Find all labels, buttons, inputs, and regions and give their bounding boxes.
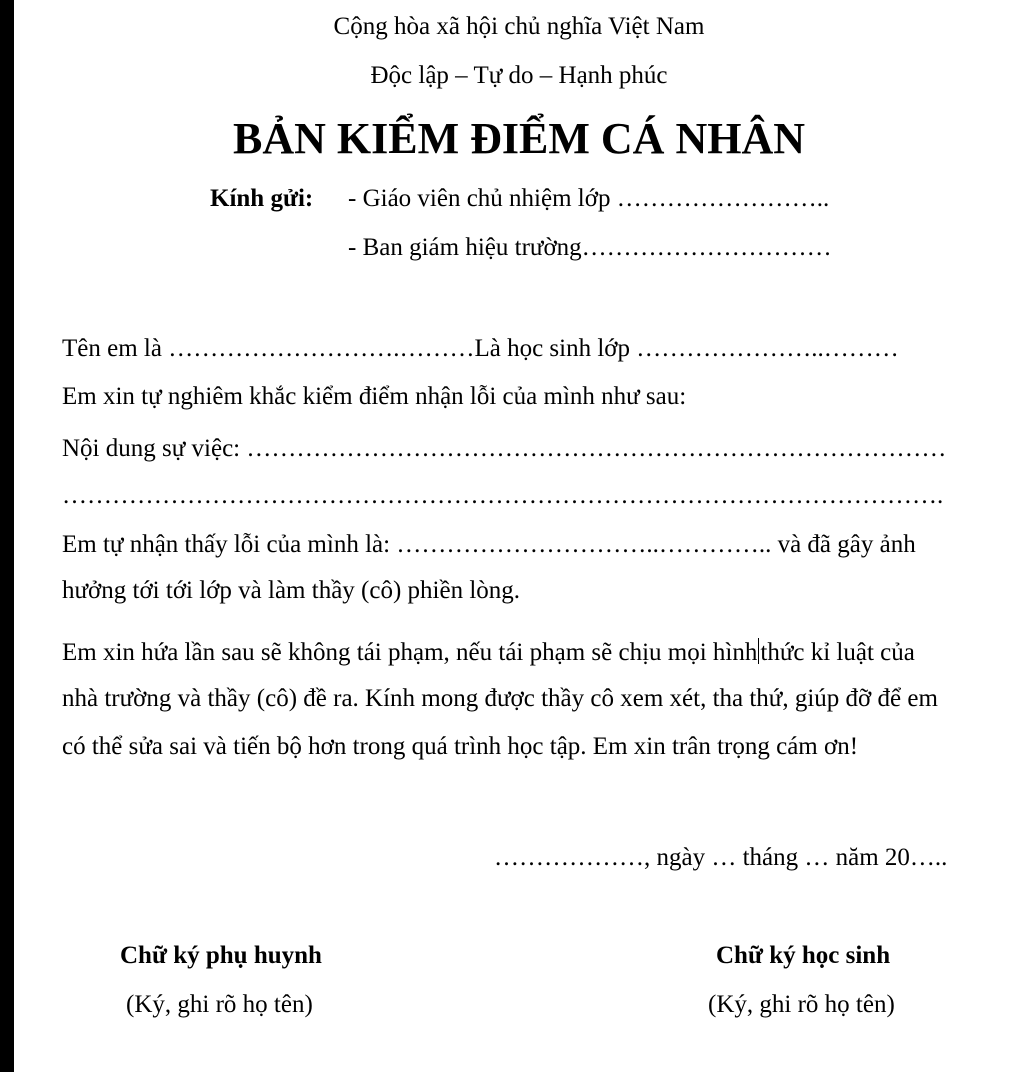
promise-line-2: nhà trường và thầy (cô) đề ra. Kính mong được thầy cô xem xét, tha thứ, giúp đỡ để em — [62, 685, 938, 712]
header-line-1: Cộng hòa xã hội chủ nghĩa Việt Nam — [333, 13, 705, 40]
document-page[interactable] — [14, 0, 1024, 1072]
recipient-line-2: - Ban giám hiệu trường………………………… — [348, 234, 832, 261]
name-class-line: Tên em là ……………………….………Là học sinh lớp …………………..……… — [62, 335, 899, 362]
student-signature-note: (Ký, ghi rõ họ tên) — [708, 991, 895, 1018]
content-line: Nội dung sự việc: ………………………………………………………………………… — [62, 435, 947, 462]
header-line-2: Độc lập – Tự do – Hạnh phúc — [370, 62, 668, 89]
document-title: BẢN KIỂM ĐIỂM CÁ NHÂN — [233, 114, 805, 163]
dots-line: ……………………………………………………………………………………………. — [62, 482, 944, 509]
admit-line: Em xin tự nghiêm khắc kiểm điểm nhận lỗi của mình như sau: — [62, 383, 687, 410]
parent-signature-note: (Ký, ghi rõ họ tên) — [126, 991, 313, 1018]
promise-line-1-end: thức kỉ luật của — [760, 639, 915, 666]
fault-line: Em tự nhận thấy lỗi của mình là: …………………………..………….. và đã gây ảnh — [62, 531, 916, 558]
recipient-label: Kính gửi: — [210, 185, 314, 212]
parent-signature-label: Chữ ký phụ huynh — [120, 942, 322, 969]
promise-line-1 — [62, 638, 915, 668]
date-line: ………………, ngày … tháng … năm 20….. — [494, 844, 948, 871]
student-signature-label: Chữ ký học sinh — [716, 942, 891, 969]
fault-line-continued: hưởng tới tới lớp và làm thầy (cô) phiền lòng. — [62, 577, 521, 604]
recipient-line-1: - Giáo viên chủ nhiệm lớp …………………….. — [348, 185, 830, 212]
promise-line-3: có thể sửa sai và tiến bộ hơn trong quá trình học tập. Em xin trân trọng cám ơn! — [62, 733, 859, 760]
window-left-edge — [0, 0, 14, 1072]
promise-line-1-start: Em xin hứa lần sau sẽ không tái phạm, nếu tái phạm sẽ chịu mọi hình — [62, 639, 758, 666]
